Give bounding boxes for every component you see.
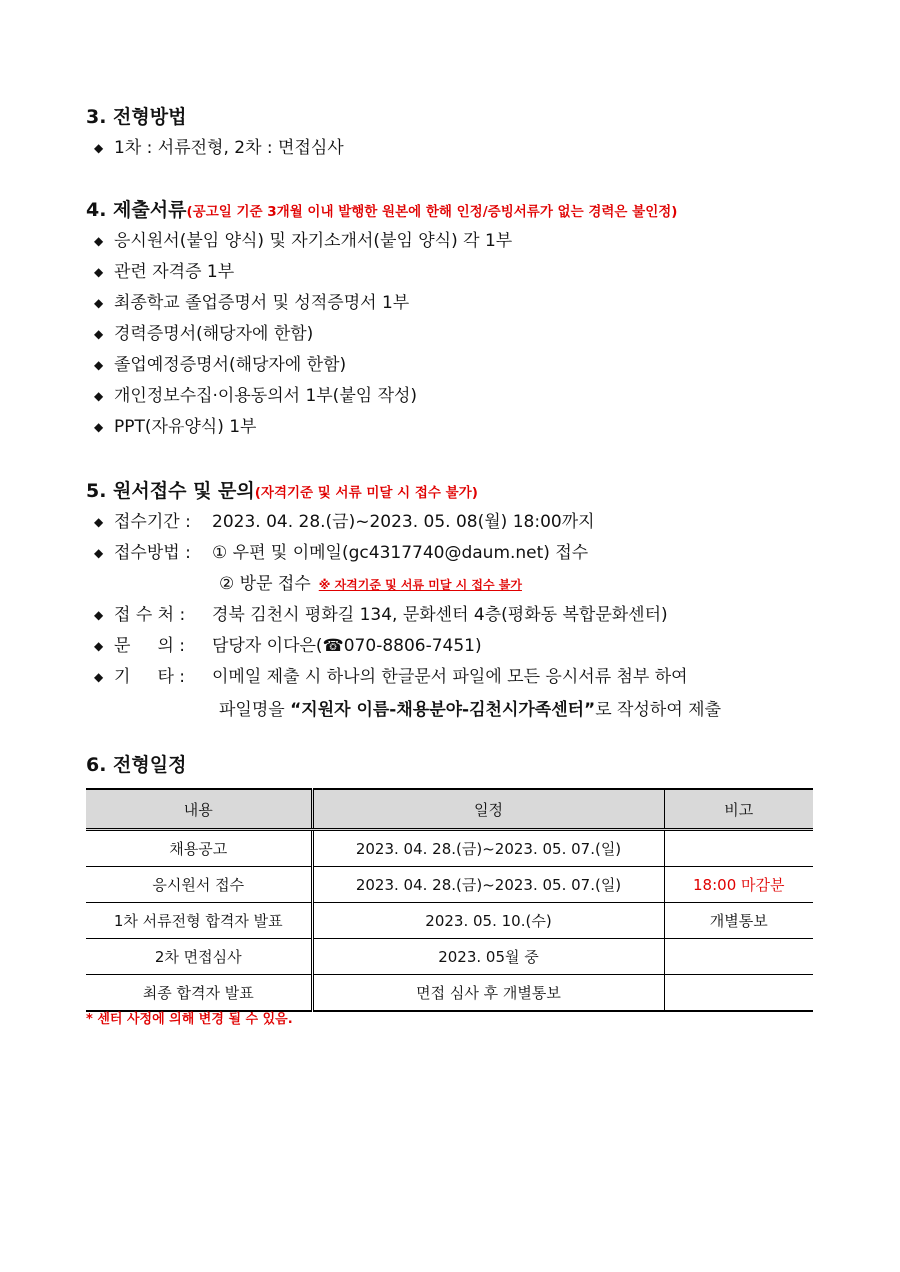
- diamond-bullet-icon: ◆: [94, 234, 104, 248]
- list-item: ◆ 경력증명서(해당자에 한함): [94, 321, 313, 347]
- table-cell: [664, 830, 813, 867]
- place-value: 경북 김천시 평화길 134, 문화센터 4층(평화동 복합문화센터): [212, 605, 668, 625]
- contact-label: 문 의 :: [114, 636, 185, 656]
- table-cell: 면접 심사 후 개별통보: [312, 975, 664, 1012]
- method-2: ② 방문 접수: [219, 574, 311, 594]
- header-schedule: 일정: [312, 789, 664, 830]
- period-value: 2023. 04. 28.(금)~2023. 05. 08(월) 18:00까지: [212, 512, 595, 532]
- section-6-title: 6. 전형일정: [86, 754, 187, 776]
- method-1: ① 우편 및 이메일(gc4317740@daum.net) 접수: [212, 543, 589, 563]
- table-cell-deadline: 18:00 마감분: [664, 867, 813, 903]
- table-cell: [664, 939, 813, 975]
- table-cell: 1차 서류전형 합격자 발표: [86, 903, 312, 939]
- list-item: ◆ 최종학교 졸업증명서 및 성적증명서 1부: [94, 290, 409, 316]
- table-row: [86, 939, 813, 975]
- table-row: [86, 975, 813, 1012]
- table-cell: 2023. 04. 28.(금)~2023. 05. 07.(일): [312, 830, 664, 867]
- table-cell: 개별통보: [664, 903, 813, 939]
- header-content: 내용: [86, 789, 312, 830]
- section-5-note: (자격기준 및 서류 미달 시 접수 불가): [254, 485, 478, 501]
- place-label: 접 수 처 :: [114, 605, 186, 625]
- table-header-row: [86, 789, 813, 830]
- diamond-bullet-icon: ◆: [94, 141, 104, 155]
- table-row: [86, 867, 813, 903]
- header-remarks: 비고: [664, 789, 813, 830]
- method-2-note: ※ 자격기준 및 서류 미달 시 접수 불가: [318, 578, 522, 592]
- diamond-bullet-icon: ◆: [94, 296, 104, 310]
- section-4-note: (공고일 기준 3개월 이내 발행한 원본에 한해 인정/증빙서류가 없는 경력은 불인정): [186, 204, 678, 220]
- section-4-title: 4. 제출서류(공고일 기준 3개월 이내 발행한 원본에 한해 인정/증빙서류가 없는 경력은 불인정): [86, 199, 678, 221]
- etc-line-1: 이메일 제출 시 하나의 한글문서 파일에 모든 응시서류 첨부 하여: [212, 667, 688, 687]
- table-cell: [664, 975, 813, 1012]
- method-row: [94, 540, 588, 566]
- diamond-bullet-icon: ◆: [94, 639, 104, 653]
- diamond-bullet-icon: ◆: [94, 327, 104, 341]
- list-item: ◆ 개인정보수집·이용동의서 1부(붙임 작성): [94, 383, 417, 409]
- table-cell: 2023. 05. 10.(수): [312, 903, 664, 939]
- method-label: 접수방법 :: [114, 543, 191, 563]
- contact-row: [94, 633, 482, 659]
- diamond-bullet-icon: ◆: [94, 608, 104, 622]
- period-label: 접수기간 :: [114, 512, 191, 532]
- diamond-bullet-icon: ◆: [94, 546, 104, 560]
- etc-row: [94, 664, 688, 690]
- diamond-bullet-icon: ◆: [94, 389, 104, 403]
- schedule-footnote: * 센터 사정에 의해 변경 될 수 있음.: [86, 1012, 293, 1027]
- table-row: [86, 903, 813, 939]
- table-cell: 응시원서 접수: [86, 867, 312, 903]
- place-row: [94, 602, 668, 628]
- method-2-row: [219, 571, 522, 598]
- section-3-item: ◆ 1차 : 서류전형, 2차 : 면접심사: [94, 135, 344, 161]
- period-row: [94, 509, 595, 535]
- diamond-bullet-icon: ◆: [94, 670, 104, 684]
- diamond-bullet-icon: ◆: [94, 420, 104, 434]
- diamond-bullet-icon: ◆: [94, 515, 104, 529]
- etc-line-2: 파일명을 “지원자 이름-채용분야-김천시가족센터”로 작성하여 제출: [219, 700, 721, 720]
- table-cell: 2023. 05월 중: [312, 939, 664, 975]
- table-cell: 2023. 04. 28.(금)~2023. 05. 07.(일): [312, 867, 664, 903]
- list-item: ◆ 관련 자격증 1부: [94, 259, 234, 285]
- diamond-bullet-icon: ◆: [94, 265, 104, 279]
- etc-label: 기 타 :: [114, 667, 185, 687]
- table-cell: 채용공고: [86, 830, 312, 867]
- section-5-title: 5. 원서접수 및 문의(자격기준 및 서류 미달 시 접수 불가): [86, 480, 478, 502]
- table-row: [86, 830, 813, 867]
- table-cell: 2차 면접심사: [86, 939, 312, 975]
- table-cell: 최종 합격자 발표: [86, 975, 312, 1012]
- list-item: ◆ 응시원서(붙임 양식) 및 자기소개서(붙임 양식) 각 1부: [94, 228, 512, 254]
- contact-value: 담당자 이다은(☎070-8806-7451): [212, 636, 482, 656]
- schedule-table: [86, 788, 813, 1012]
- list-item: ◆ 졸업예정증명서(해당자에 한함): [94, 352, 346, 378]
- list-item: ◆ PPT(자유양식) 1부: [94, 414, 256, 440]
- section-3-title: 3. 전형방법: [86, 106, 187, 128]
- diamond-bullet-icon: ◆: [94, 358, 104, 372]
- filename-format: “지원자 이름-채용분야-김천시가족센터”: [290, 700, 596, 720]
